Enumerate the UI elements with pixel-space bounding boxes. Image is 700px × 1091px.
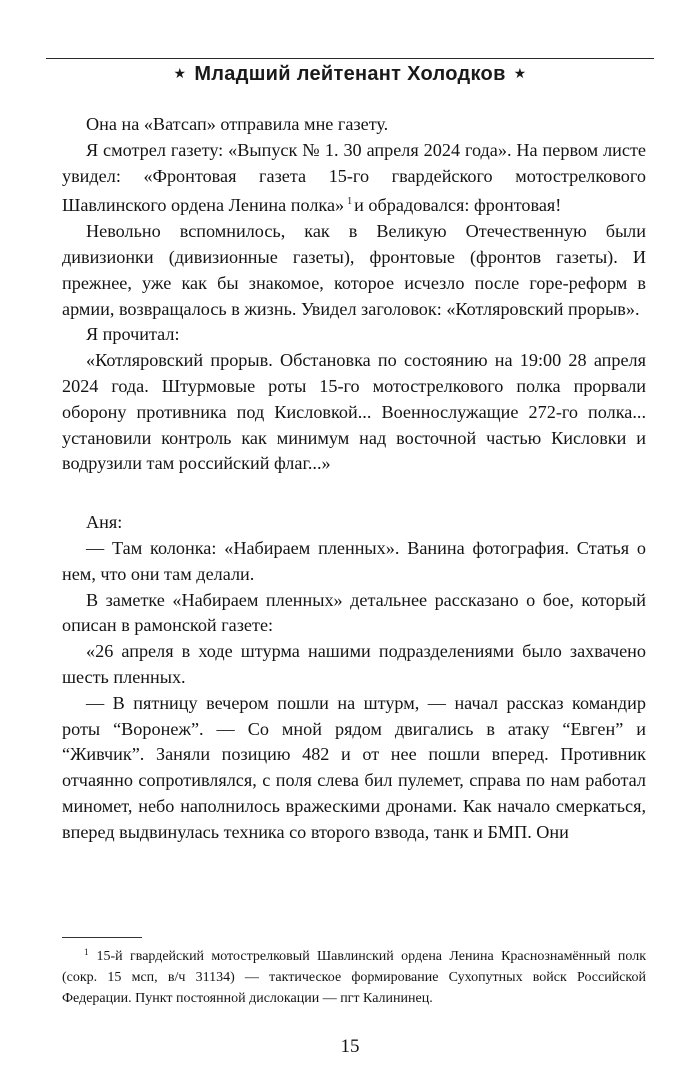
header-title-row [46, 63, 654, 86]
footnote-rule [62, 937, 142, 938]
paragraph: Аня: [86, 512, 123, 533]
footnote-marker: 1 [84, 947, 89, 957]
body-text [62, 112, 646, 846]
paragraph: Она на «Ватсап» отправила мне газету. [86, 114, 389, 134]
paragraph-text: и обрадовался: фронтовая! [354, 195, 562, 216]
running-head-title: Младший лейтенант Холодков [194, 63, 506, 85]
dialogue-paragraph: — Там колонка: «Набираем пленных». Ванина фотография. Статья о нем, что они там делали. [62, 537, 646, 584]
star-icon: ★ [173, 65, 187, 81]
paragraph: Я прочитал: [86, 324, 180, 345]
star-icon: ★ [513, 65, 527, 81]
running-header [46, 58, 654, 86]
quote-paragraph: «26 апреля в ходе штурма нашими подразделениями было захвачено шесть пленных. [62, 641, 646, 687]
footnote-text: 15-й гвардейский мотострелковый Шавлинский ордена Ленина Краснознамённый полк (сокр. 15 мсп, в/ч 31134) — тактическое формирование Сухопутных войск Российской Федерации. Пункт постоянной дислокации — пгт Калининец. [62, 949, 646, 1006]
dialogue-paragraph: — В пятницу вечером пошли на штурм, — начал рассказ командир роты “Воронеж”. — Со мной рядом двигались в атаку “Евген” и “Живчик”. Заняли позицию 482 и от нее пошли вперед. Противник отчаянно сопротивлялся, с поля слева бил пулемет, справа по нам работал миномет, небо наполнилось вражескими дронами. Как начало смеркаться, вперед выдвинулась техника со второго взвода, танк и БМП. Они [62, 692, 646, 842]
paragraph: Невольно вспомнилось, как в Великую Отечественную были дивизионки (дивизионные газеты), фронтовые (фронтов газеты). И прежнее, уже как бы знакомое, которое исчезло после горе-реформ в армии, возвращалось в жизнь. Увидел заголовок: «Котляровский прорыв». [62, 221, 646, 319]
paragraph [62, 138, 646, 219]
page-number: 15 [340, 1036, 360, 1057]
paragraph: В заметке «Набираем пленных» детальнее рассказано о бое, который описан в рамонской газете: [62, 589, 646, 636]
paragraph-text: Я смотрел газету: «Выпуск № 1. 30 апреля 2024 года». На первом листе увидел: «Фронтовая газета 15-го гвардейского мотострелкового Шавлинского ордена Ленина полка» [62, 139, 646, 216]
header-rule [46, 58, 654, 59]
footnote [62, 942, 646, 1009]
quote-paragraph: «Котляровский прорыв. Обстановка по состоянию на 19:00 28 апреля 2024 года. Штурмовые роты 15-го мотострелкового полка прорвали оборону противника под Кисловкой... Военнослужащие 272-го полка... установили контроль как минимум над восточной частью Кисловки и водрузили там российский флаг...» [62, 350, 646, 474]
footnote-reference: 1 [347, 196, 353, 208]
